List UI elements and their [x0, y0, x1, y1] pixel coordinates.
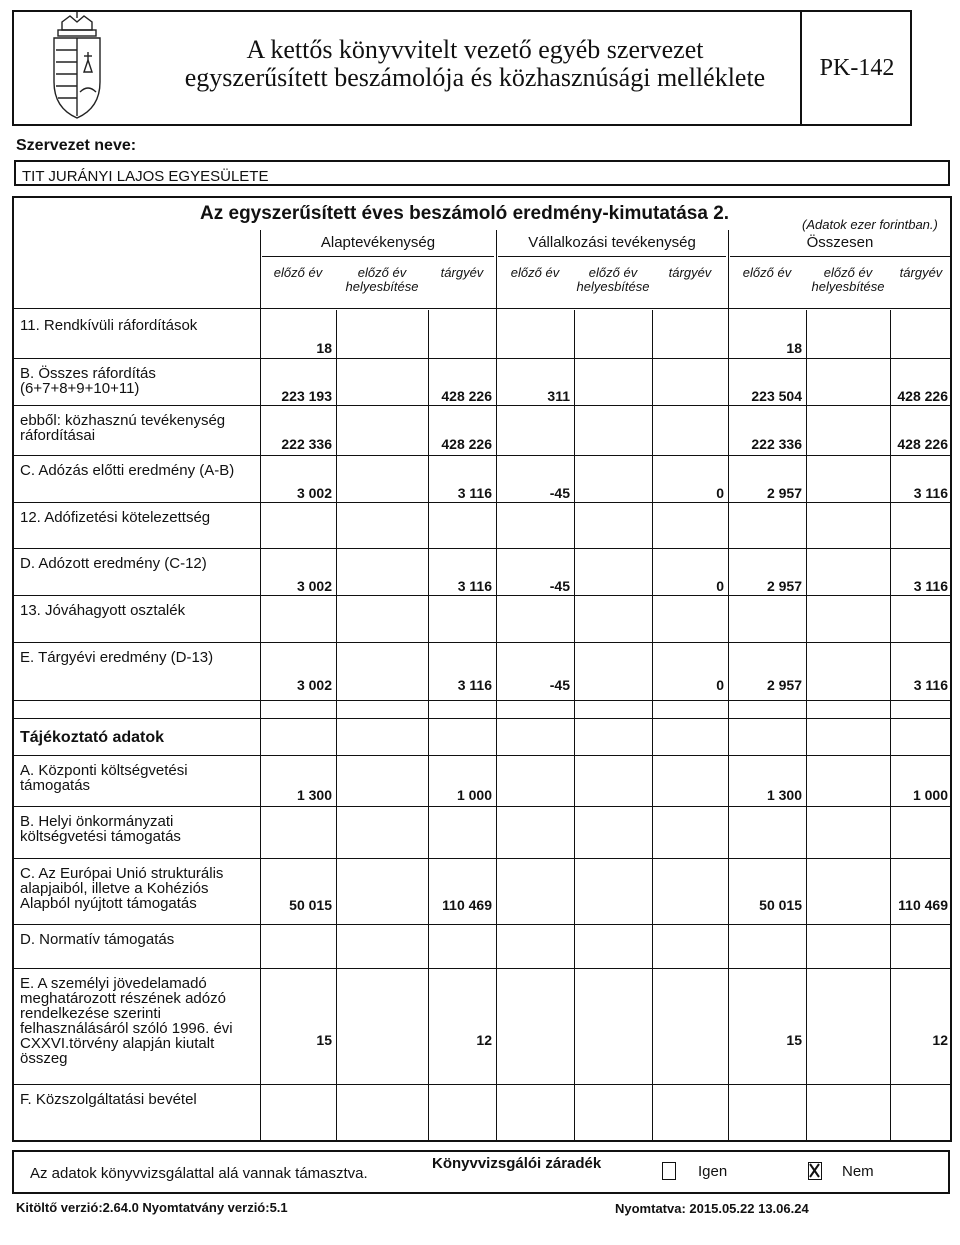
value-cell[interactable]: 3 116 [913, 577, 948, 594]
form-title [150, 36, 800, 92]
value-cell[interactable]: 1 300 [766, 786, 802, 803]
value-cell[interactable]: 1 000 [456, 786, 492, 803]
org-name-label: Szervezet neve: [16, 137, 137, 154]
value-cell[interactable]: 3 116 [913, 484, 948, 501]
group-header-0: Alaptevékenység [320, 234, 436, 251]
value-cell[interactable]: 0 [716, 484, 724, 501]
software-version: Kitöltő verzió:2.64.0 Nyomtatvány verzió:5.1 [16, 1200, 288, 1215]
group-divider [496, 230, 497, 310]
value-cell[interactable]: 110 469 [898, 897, 948, 913]
audit-no-checkbox[interactable] [808, 1162, 822, 1180]
value-cell[interactable]: 2 957 [766, 577, 802, 594]
row-label: ebből: közhasznú tevékenység ráfordításai [20, 412, 226, 444]
subcol-header-line2: helyesbítése [811, 279, 885, 294]
value-cell[interactable]: -45 [549, 677, 570, 693]
row-label: A. Központi költségvetési támogatás [20, 762, 188, 794]
value-cell[interactable]: 3 002 [296, 677, 332, 693]
value-cell[interactable]: 0 [716, 677, 724, 693]
column-divider [260, 310, 261, 1140]
header-rule [12, 308, 952, 309]
group-header-1: Vállalkozási tevékenység [528, 234, 696, 251]
audit-yes-checkbox[interactable] [662, 1162, 676, 1180]
audit-no-label: Nem [842, 1163, 874, 1180]
value-cell[interactable]: 3 002 [296, 577, 332, 594]
audit-clause-title: Könyvvizsgálói záradék [432, 1155, 602, 1172]
subcol-header-line2: helyesbítése [576, 279, 650, 294]
subcol-header-line1: előző év [588, 265, 638, 280]
subcol-header-line1: előző év [823, 265, 873, 280]
subcol-header-line1: tárgyév [899, 265, 943, 280]
group-divider [260, 230, 261, 310]
row-label: B. Helyi önkormányzati költségvetési támogatás [20, 813, 181, 845]
subcol-header [890, 266, 952, 280]
row-label: D. Adózott eredmény (C-12) [20, 555, 207, 572]
value-cell[interactable]: 222 336 [751, 436, 802, 452]
value-cell[interactable]: 18 [316, 340, 332, 356]
row-divider [12, 806, 952, 807]
row-divider [12, 700, 952, 701]
row-divider [12, 718, 952, 719]
subcol-header [806, 266, 890, 294]
row-label: E. A személyi jövedelamadó meghatározott részének adózó rendelkezése szerinti felhasználásáról szóló 1996. évi CXXVI.törvény alapján kiutalt összeg [20, 975, 233, 1067]
value-cell[interactable]: 12 [476, 1032, 492, 1048]
row-divider [12, 858, 952, 859]
value-cell[interactable]: 3 116 [457, 677, 492, 693]
group-header-rule [730, 256, 950, 257]
row-divider [12, 968, 952, 969]
subcol-header-line1: előző év [742, 265, 792, 280]
value-cell[interactable]: 222 336 [281, 436, 332, 452]
column-divider [728, 310, 729, 1140]
subcol-header-line1: tárgyév [668, 265, 712, 280]
subcol-header [336, 266, 428, 294]
value-cell[interactable]: 12 [932, 1032, 948, 1048]
row-label: C. Adózás előtti eredmény (A-B) [20, 462, 235, 479]
value-cell[interactable]: 223 193 [281, 387, 332, 404]
row-divider [12, 502, 952, 503]
value-cell[interactable]: 1 000 [912, 786, 948, 803]
column-divider [652, 310, 653, 1140]
group-header-rule [262, 256, 494, 257]
subcol-header-line1: előző év [273, 265, 323, 280]
subcol-header-line2: helyesbítése [345, 279, 419, 294]
row-label: E. Tárgyévi eredmény (D-13) [20, 649, 214, 666]
subcol-header [728, 266, 806, 280]
row-label: 11. Rendkívüli ráfordítások [20, 317, 198, 334]
form-title-line2: egyszerűsített beszámolója és közhasznúsági melléklete [184, 63, 766, 92]
row-divider [12, 755, 952, 756]
subcol-header-line1: tárgyév [440, 265, 484, 280]
column-divider [806, 310, 807, 1140]
row-label: C. Az Európai Unió strukturális alapjaiból, illetve a Kohéziós Alapból nyújtott támogatás [20, 865, 224, 912]
subcol-header-line1: előző év [510, 265, 560, 280]
value-cell[interactable]: 50 015 [759, 897, 802, 913]
value-cell[interactable]: 428 226 [441, 436, 492, 452]
row-divider [12, 405, 952, 406]
value-cell[interactable]: 1 300 [296, 786, 332, 803]
value-cell[interactable]: 18 [786, 340, 802, 356]
row-label: 12. Adófizetési kötelezettség [20, 509, 211, 526]
row-label: B. Összes ráfordítás (6+7+8+9+10+11) [20, 365, 156, 397]
column-divider [574, 310, 575, 1140]
value-cell[interactable]: 50 015 [289, 897, 332, 913]
row-divider [12, 358, 952, 359]
group-header-rule [498, 256, 726, 257]
value-cell[interactable]: 15 [786, 1032, 802, 1048]
value-cell[interactable]: 3 002 [296, 484, 332, 501]
group-header-2: Összesen [806, 234, 874, 251]
row-divider [12, 548, 952, 549]
value-cell[interactable]: 110 469 [442, 897, 492, 913]
subcol-header [428, 266, 496, 280]
value-cell[interactable]: 428 226 [897, 387, 948, 404]
subcol-header [496, 266, 574, 280]
section-title: Az egyszerűsített éves beszámoló eredmény-kimutatása 2. [200, 203, 730, 224]
value-cell[interactable]: 3 116 [913, 677, 948, 693]
row-divider [12, 924, 952, 925]
subcol-header [652, 266, 728, 280]
info-section-title: Tájékoztató adatok [20, 729, 165, 746]
value-cell[interactable]: 3 116 [457, 484, 492, 501]
value-cell[interactable]: 15 [316, 1032, 332, 1048]
audit-yes-label: Igen [698, 1163, 728, 1180]
value-cell[interactable]: 2 957 [766, 484, 802, 501]
row-divider [12, 595, 952, 596]
value-cell[interactable]: 428 226 [441, 387, 492, 404]
org-name-field[interactable]: TIT JURÁNYI LAJOS EGYESÜLETE [14, 160, 950, 186]
print-timestamp: Nyomtatva: 2015.05.22 13.06.24 [615, 1201, 809, 1216]
row-divider [12, 642, 952, 643]
column-divider [428, 310, 429, 1140]
group-divider [728, 230, 729, 310]
value-cell[interactable]: 3 116 [457, 577, 492, 594]
unit-note: (Adatok ezer forintban.) [802, 217, 938, 232]
subcol-header [574, 266, 652, 294]
audit-statement: Az adatok könyvvizsgálattal alá vannak támasztva. [30, 1165, 368, 1182]
row-divider [12, 1084, 952, 1085]
value-cell[interactable]: -45 [549, 577, 570, 594]
subcol-header [260, 266, 336, 280]
value-cell[interactable]: -45 [549, 484, 570, 501]
checkmark-x-icon [809, 1163, 820, 1178]
row-label: 13. Jóváhagyott osztalék [20, 602, 186, 619]
form-title-line1: A kettős könyvvitelt vezető egyéb szervezet [246, 35, 704, 64]
column-divider [336, 310, 337, 1140]
value-cell[interactable]: 311 [547, 387, 570, 404]
row-label: F. Közszolgáltatási bevétel [20, 1091, 197, 1108]
value-cell[interactable]: 223 504 [751, 387, 802, 404]
subcol-header-line1: előző év [357, 265, 407, 280]
form-code: PK-142 [800, 10, 912, 126]
row-divider [12, 455, 952, 456]
value-cell[interactable]: 428 226 [897, 436, 948, 452]
column-divider [496, 310, 497, 1140]
row-label: D. Normatív támogatás [20, 931, 175, 948]
value-cell[interactable]: 0 [716, 577, 724, 594]
column-divider [890, 310, 891, 1140]
hungarian-coat-of-arms-icon [22, 12, 132, 122]
value-cell[interactable]: 2 957 [766, 677, 802, 693]
